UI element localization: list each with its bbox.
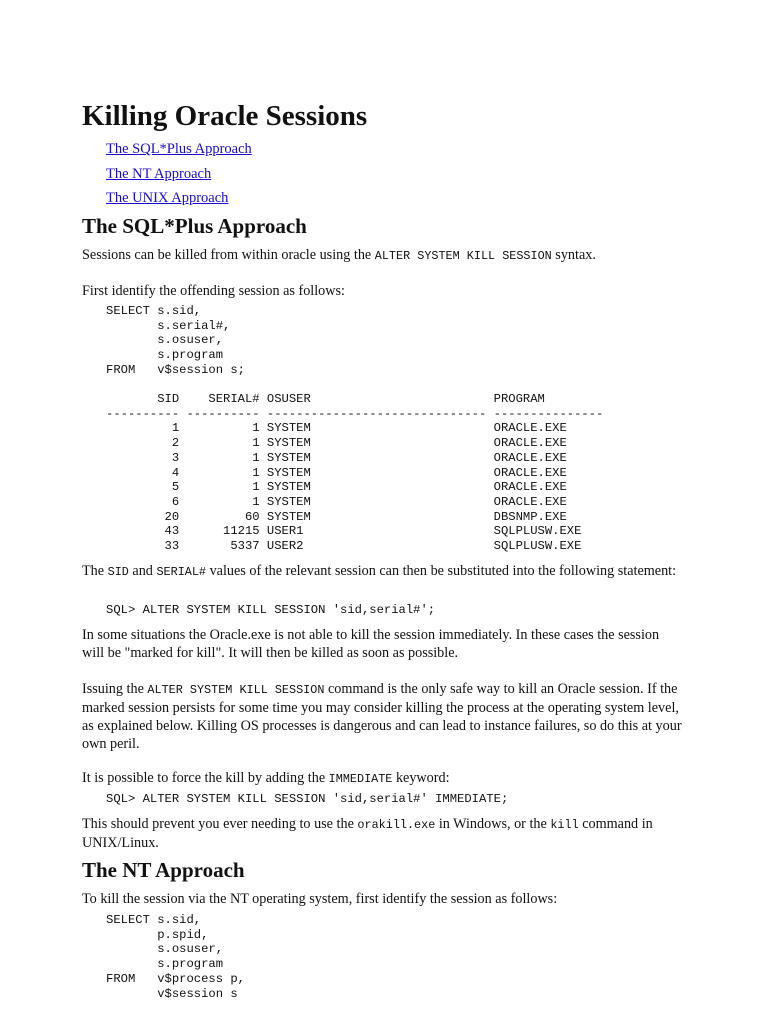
section-heading-nt: The NT Approach	[82, 858, 245, 882]
table-of-contents	[106, 139, 252, 213]
page-title: Killing Oracle Sessions	[82, 100, 368, 132]
toc-item	[106, 164, 252, 189]
toc-item	[106, 139, 252, 164]
inline-code: IMMEDIATE	[328, 772, 393, 786]
marked-for-kill-paragraph: In some situations the Oracle.exe is not able to kill the session immediately. In these cases the session will be "marked for kill". It will then be killed as soon as possible.	[82, 627, 660, 661]
sqlplus-intro: Sessions can be killed from within oracle using the ALTER SYSTEM KILL SESSION syntax.	[82, 247, 596, 263]
inline-code: SERIAL#	[156, 565, 207, 579]
identify-paragraph: First identify the offending session as follows:	[82, 283, 345, 299]
inline-code: ALTER SYSTEM KILL SESSION	[374, 249, 552, 263]
toc-link-nt[interactable]: The NT Approach	[106, 165, 212, 182]
force-kill-paragraph: It is possible to force the kill by adding the IMMEDIATE keyword:	[82, 770, 450, 786]
substitute-paragraph: The SID and SERIAL# values of the relevant session can then be substituted into the following statement:	[82, 563, 677, 579]
nt-query-block: SELECT s.sid, p.spid, s.osuser, s.program FROM v$process p, v$session s	[106, 913, 245, 1001]
toc-link-sqlplus[interactable]: The SQL*Plus Approach	[106, 141, 252, 157]
prevent-paragraph: This should prevent you ever needing to use the orakill.exe in Windows, or the kill command in UNIX/Linux.	[82, 816, 653, 851]
inline-code: ALTER SYSTEM KILL SESSION	[147, 683, 325, 697]
nt-intro: To kill the session via the NT operating system, first identify the session as follows:	[82, 891, 558, 907]
inline-code: kill	[550, 818, 579, 832]
section-heading-sqlplus: The SQL*Plus Approach	[82, 214, 307, 238]
sql-query-block: SELECT s.sid, s.serial#, s.osuser, s.program FROM v$session s;	[106, 304, 245, 377]
inline-code: orakill.exe	[357, 818, 436, 832]
inline-code: SID	[107, 565, 129, 579]
toc-item	[106, 188, 252, 213]
kill-command-block: SQL> ALTER SYSTEM KILL SESSION 'sid,serial#';	[106, 603, 436, 617]
immediate-command-block: SQL> ALTER SYSTEM KILL SESSION 'sid,serial#' IMMEDIATE;	[106, 792, 509, 806]
issuing-paragraph: Issuing the ALTER SYSTEM KILL SESSION command is the only safe way to kill an Oracle session. If the marked session persists for some time you may consider killing the process at the operating system level, as explained below. Killing OS processes is dangerous and can lead to instance failures, so do this at your own peril.	[82, 681, 682, 752]
query-result-block: SID SERIAL# OSUSER PROGRAM ---------- ---------- ------------------------------ --------------- 1 1 SYSTEM ORACLE.EXE 2 1 SYSTEM ORACLE.EXE 3 1 SYSTEM ORACLE.EXE 4 1 SYSTEM ORACLE.EXE 5 1 SYSTEM ORACLE.EXE 6 1 SYSTEM ORACLE.EXE 20 60 SYSTEM DBSNMP.EXE 43 11215 USER1 SQLPLUSW.EXE 33 5337 USER2 SQLPLUSW.EXE	[106, 392, 604, 554]
toc-link-unix[interactable]: The UNIX Approach	[106, 190, 229, 206]
